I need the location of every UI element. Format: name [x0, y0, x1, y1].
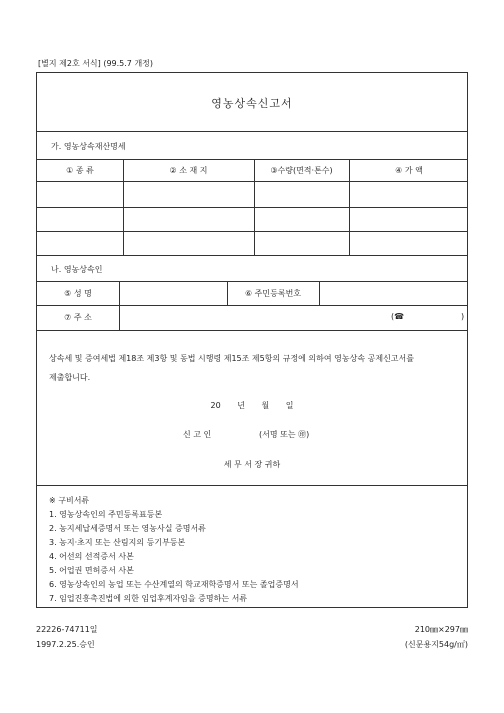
form-title: 영농상속신고서 — [211, 97, 293, 110]
section-b-title: 나. 영농상속인 — [51, 265, 103, 274]
column-header-type: ① 종 류 — [66, 165, 94, 175]
declaration-line-2: 제출합니다. — [49, 373, 91, 382]
address-label: ⑦ 주 소 — [64, 313, 92, 322]
divider — [37, 207, 467, 208]
asset-cell[interactable] — [123, 181, 254, 207]
asset-cell[interactable] — [254, 181, 349, 207]
report-form — [36, 72, 468, 608]
document-item: 5. 어업권 면허증서 사본 — [49, 566, 134, 575]
phone-open: (☎ — [391, 312, 405, 321]
section-a-title: 가. 영농상속재산명세 — [51, 142, 126, 151]
column-header-location: ② 소 재 지 — [169, 165, 208, 175]
asset-cell[interactable] — [37, 181, 123, 207]
column-header-quantity: ③수량(면적·톤수) — [270, 165, 333, 175]
declaration-line-1: 상속세 및 증여세법 제18조 제3항 및 동법 시행령 제15조 제5항의 규정에 의하여 영농상속 공제신고서를 — [49, 354, 414, 363]
document-item: 3. 농지·초지 또는 산림지의 등기부등본 — [49, 538, 186, 547]
addressee: 세 무 서 장 귀하 — [223, 460, 281, 469]
form-note: [별지 제2호 서식] (99.5.7 개정) — [38, 59, 154, 68]
approval-date: 1997.2.25.승인 — [36, 640, 95, 649]
asset-cell[interactable] — [349, 181, 469, 207]
name-label: ⑤ 성 명 — [64, 288, 92, 298]
divider — [37, 485, 467, 486]
document-item: 2. 농지세납세증명서 또는 영농사실 증명서류 — [49, 524, 206, 533]
name-field[interactable] — [119, 281, 227, 305]
divider — [37, 131, 467, 132]
document-item: 1. 영농상속인의 주민등록표등본 — [49, 510, 163, 519]
column-header-value: ④ 가 액 — [395, 165, 423, 175]
form-code: 22226-74711일 — [36, 625, 98, 634]
address-field[interactable] — [119, 305, 469, 330]
document-item: 6. 영농상속인의 농업 또는 수산계열의 학교재학증명서 또는 졸업증명서 — [49, 580, 299, 589]
signature-note: (서명 또는 ㊞) — [259, 430, 310, 439]
paper-size: 210㎜×297㎜ — [414, 625, 468, 634]
resident-id-field[interactable] — [319, 281, 469, 305]
paper-type: (신문용지54g/㎡) — [404, 640, 468, 649]
documents-heading: ※ 구비서류 — [49, 496, 90, 505]
divider — [37, 231, 467, 232]
document-item: 7. 임업진흥촉진법에 의한 임업후계자임을 증명하는 서류 — [49, 594, 248, 603]
report-date: 20 년 월 일 — [210, 401, 294, 410]
reporter-label: 신 고 인 — [183, 430, 212, 439]
divider — [37, 255, 467, 256]
document-item: 4. 어선의 선적증서 사본 — [49, 552, 134, 561]
divider — [37, 330, 467, 331]
phone-close: ) — [461, 312, 465, 321]
resident-id-label: ⑥ 주민등록번호 — [244, 288, 302, 298]
